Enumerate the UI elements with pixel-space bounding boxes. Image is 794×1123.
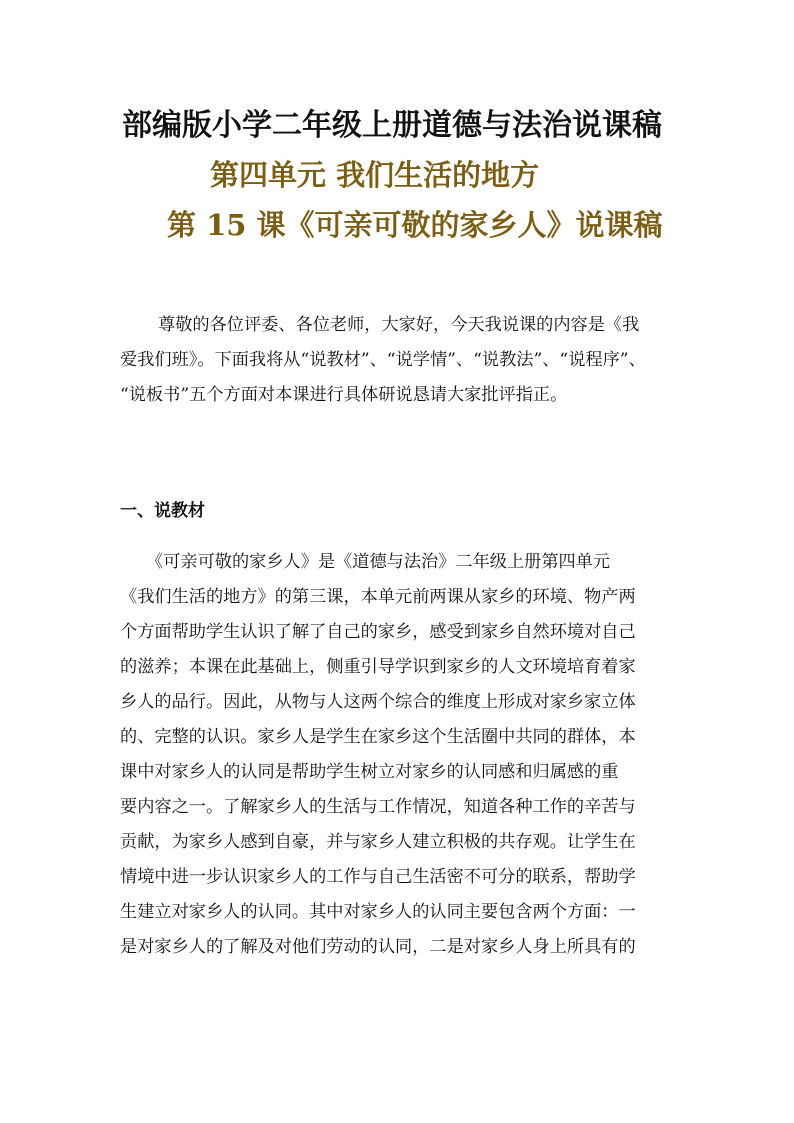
body-line: 贡献，为家乡人感到自豪，并与家乡人建立积极的共存观。让学生在 xyxy=(120,832,636,852)
body-line: 乡人的品行。因此，从物与人这两个综合的维度上形成对家乡家立体 xyxy=(120,692,636,712)
section-heading-textbook: 一、说教材 xyxy=(120,501,205,521)
intro-line: 爱我们班》。下面我将从“说教材”、“说学情”、“说教法”、“说程序”、 xyxy=(120,350,646,370)
body-line: 情境中进一步认识家乡人的工作与自己生活密不可分的联系，帮助学 xyxy=(120,867,636,887)
document-title: 部编版小学二年级上册道德与法治说课稿 xyxy=(122,108,662,143)
intro-paragraph xyxy=(120,308,680,413)
body-line: 《我们生活的地方》的第三课，本单元前两课从家乡的环境、物产两 xyxy=(120,587,636,607)
body-line: 生建立对家乡人的认同。其中对家乡人的认同主要包含两个方面：一 xyxy=(120,902,636,922)
body-line: 的滋养；本课在此基础上，侧重引导学识到家乡的人文环境培育着家 xyxy=(120,657,636,677)
body-line: 是对家乡人的了解及对他们劳动的认同，二是对家乡人身上所具有的 xyxy=(120,937,636,957)
body-line: 的、完整的认识。家乡人是学生在家乡这个生活圈中共同的群体，本 xyxy=(120,727,636,747)
section-body-textbook xyxy=(120,545,680,965)
lesson-title: 第 15 课《可亲可敬的家乡人》说课稿 xyxy=(167,208,663,242)
body-line: 《可亲可敬的家乡人》是《道德与法治》二年级上册第四单元 xyxy=(146,552,611,572)
body-line: 课中对家乡人的认同是帮助学生树立对家乡的认同感和归属感的重 xyxy=(120,762,619,782)
body-line: 要内容之一。了解家乡人的生活与工作情况，知道各种工作的辛苦与 xyxy=(120,797,636,817)
intro-line: “说板书”五个方面对本课进行具体研说恳请大家批评指正。 xyxy=(120,385,568,405)
body-line: 个方面帮助学生认识了解了自己的家乡，感受到家乡自然环境对自己 xyxy=(120,622,636,642)
unit-title: 第四单元 我们生活的地方 xyxy=(210,158,540,192)
intro-line: 尊敬的各位评委、各位老师，大家好，今天我说课的内容是《我 xyxy=(158,315,640,335)
